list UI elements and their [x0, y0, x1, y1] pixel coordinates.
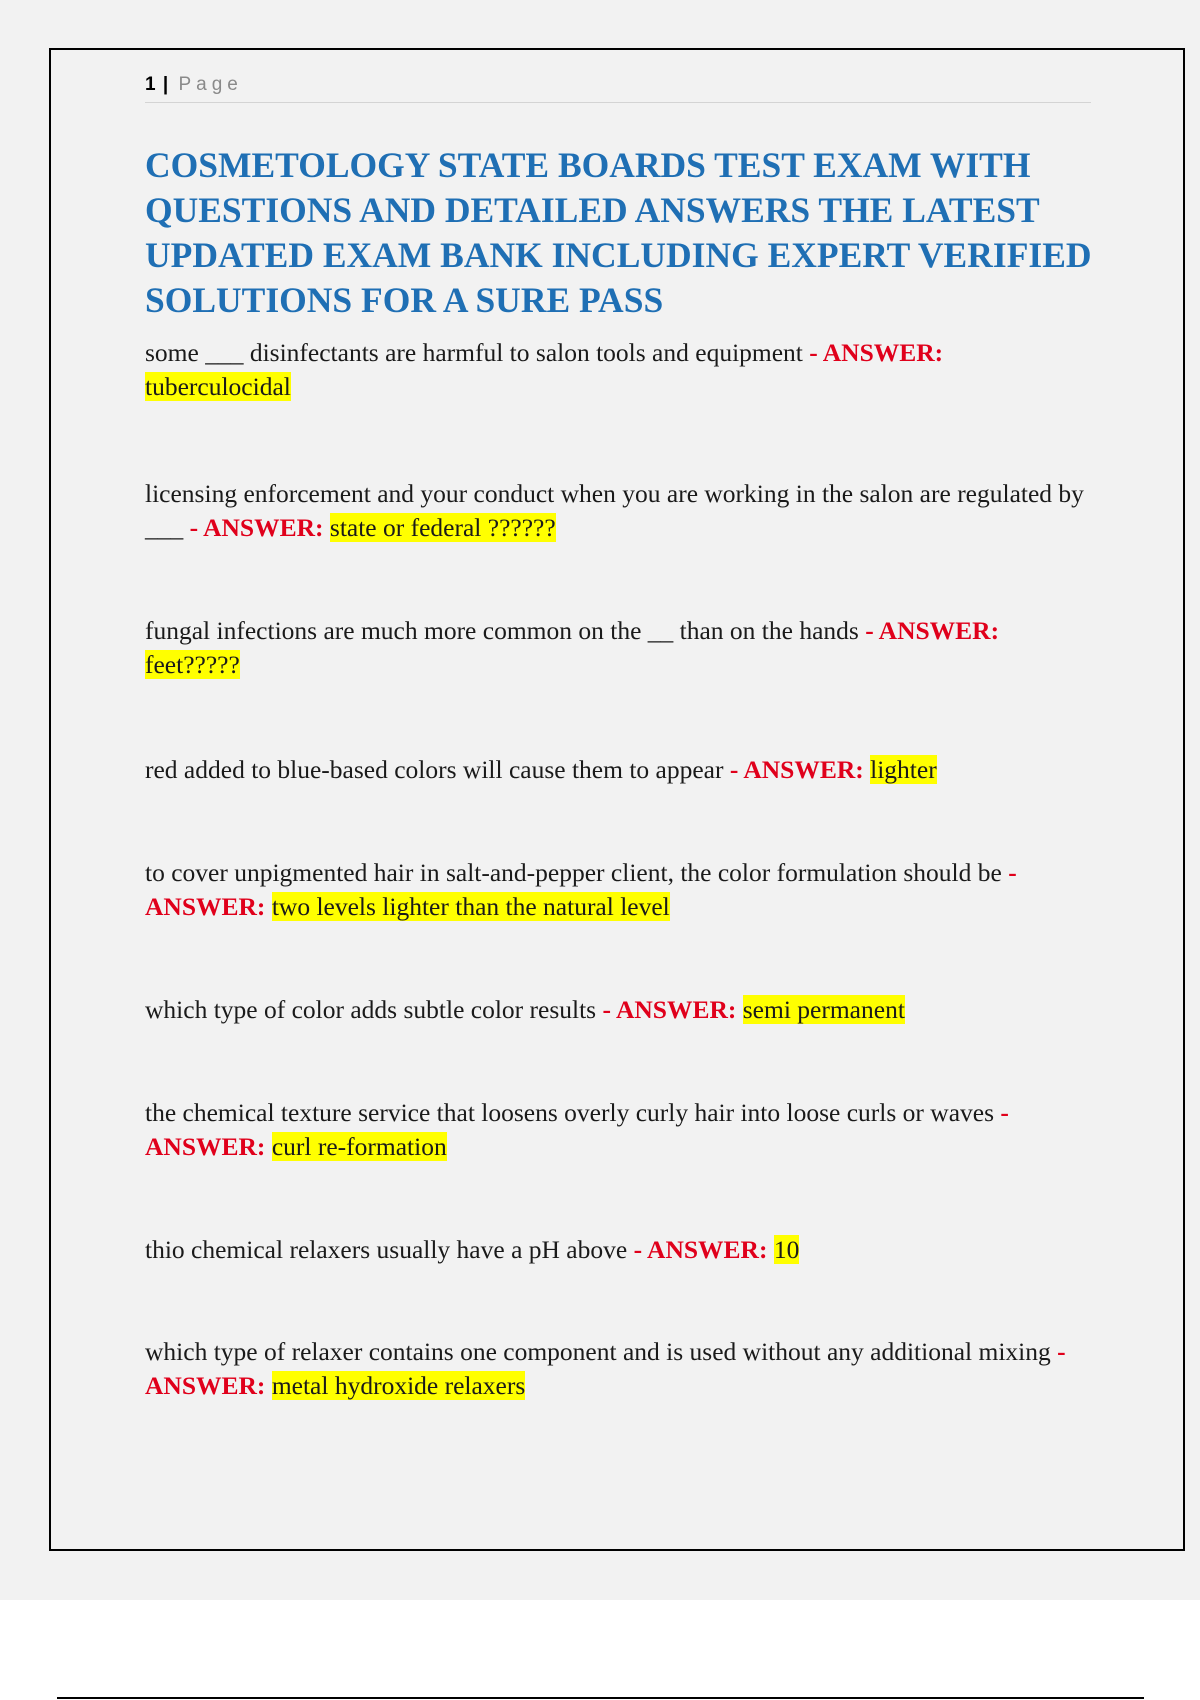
- answer-text: lighter: [870, 755, 937, 784]
- header-separator: |: [162, 74, 169, 95]
- answer-text: 10: [773, 1235, 800, 1264]
- qa-item: [145, 614, 1090, 682]
- answer-label: - ANSWER:: [602, 995, 737, 1024]
- answer-text: curl re-formation: [271, 1132, 447, 1161]
- qa-item: [145, 993, 1090, 1027]
- answer-label: - ANSWER:: [145, 1337, 1066, 1400]
- question-text: thio chemical relaxers usually have a pH above: [145, 1235, 628, 1264]
- qa-item: [145, 1096, 1090, 1164]
- page-label: Page: [178, 74, 243, 95]
- question-text: some ___ disinfectants are harmful to salon tools and equipment: [145, 338, 803, 367]
- answer-label: - ANSWER:: [865, 616, 1000, 645]
- question-text: which type of relaxer contains one component and is used without any additional mixing: [145, 1337, 1051, 1366]
- answer-label: - ANSWER:: [189, 513, 324, 542]
- question-text: which type of color adds subtle color results: [145, 995, 597, 1024]
- answer-label: - ANSWER:: [145, 1098, 1009, 1161]
- qa-item: [145, 1233, 1090, 1267]
- document-title: COSMETOLOGY STATE BOARDS TEST EXAM WITH QUESTIONS AND DETAILED ANSWERS THE LATEST UPDATED EXAM BANK INCLUDING EXPERT VERIFIED SOLUTIONS FOR A SURE PASS: [145, 145, 1092, 320]
- qa-item: [145, 1335, 1090, 1403]
- answer-text: two levels lighter than the natural level: [271, 892, 670, 921]
- qa-item: [145, 856, 1090, 924]
- footer-rule: [57, 1697, 1144, 1699]
- answer-label: - ANSWER:: [809, 338, 944, 367]
- answer-text: metal hydroxide relaxers: [271, 1371, 526, 1400]
- question-text: licensing enforcement and your conduct when you are working in the salon are regulated by ___: [145, 479, 1084, 542]
- answer-text: feet?????: [145, 650, 240, 679]
- answer-text: state or federal ??????: [329, 513, 556, 542]
- page-header: [145, 70, 1091, 103]
- question-text: the chemical texture service that loosens overly curly hair into loose curls or waves: [145, 1098, 995, 1127]
- question-text: red added to blue-based colors will cause them to appear: [145, 755, 724, 784]
- qa-item: [145, 336, 1090, 404]
- answer-text: tuberculocidal: [145, 372, 291, 401]
- answer-label: - ANSWER:: [729, 755, 864, 784]
- question-text: fungal infections are much more common on the __ than on the hands: [145, 616, 859, 645]
- page-number: 1: [145, 74, 156, 95]
- qa-item: [145, 753, 1090, 787]
- qa-item: [145, 477, 1090, 545]
- answer-label: - ANSWER:: [145, 858, 1017, 921]
- answer-label: - ANSWER:: [633, 1235, 768, 1264]
- answer-text: semi permanent: [742, 995, 905, 1024]
- question-text: to cover unpigmented hair in salt-and-pepper client, the color formulation should be: [145, 858, 1002, 887]
